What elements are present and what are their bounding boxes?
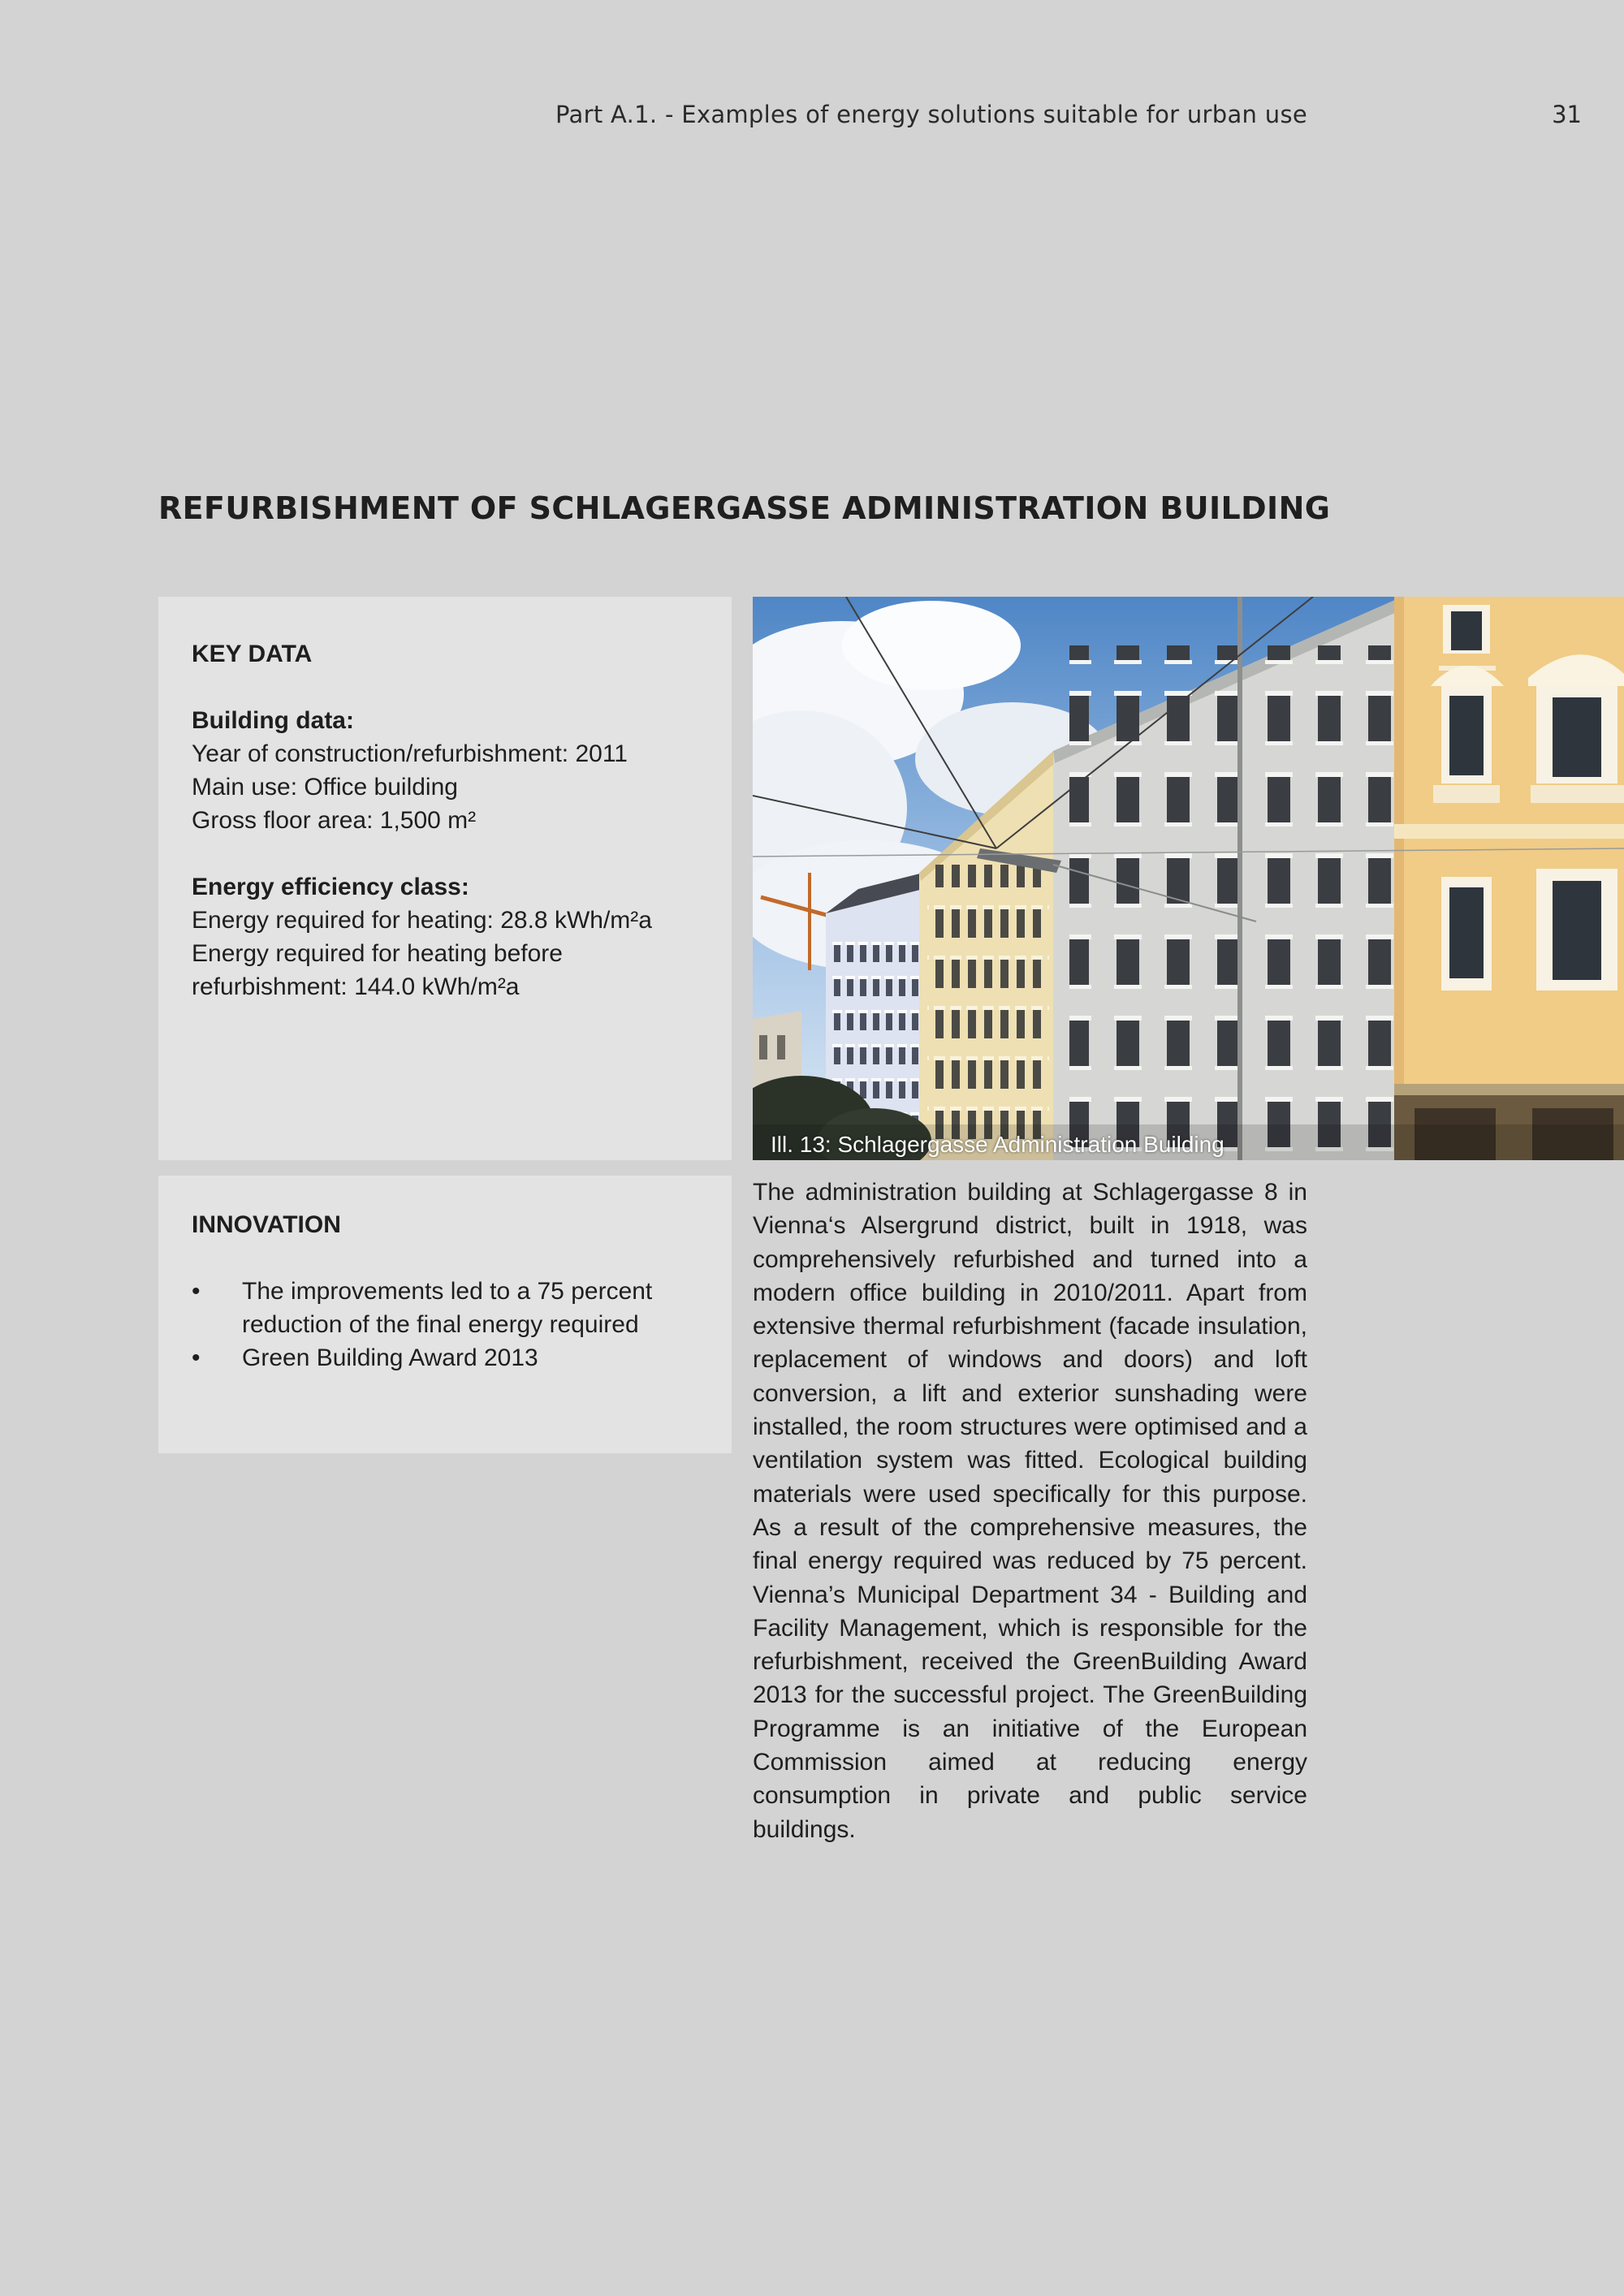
innovation-item	[192, 1341, 707, 1375]
body-paragraph: The administration building at Schlagergasse 8 in Vienna‘s Alsergrund district, built in 1918, was comprehensively refurbished and turned into a modern office building in 2010/2011. Apart from extensive thermal refurbishment (facade insulation, replacement of windows and doors) and loft conversion, a lift and exterior sunshading were installed, the room structures were optimised and a ventilation system was fitted. Ecological building materials were used specifically for this purpose. As a result of the comprehensive measures, the final energy required was reduced by 75 percent. Vienna’s Municipal Department 34 - Building and Facility Management, which is responsible for the refurbishment, received the GreenBuilding Award 2013 for the successful project. The GreenBuilding Programme is an initiative of the European Commission aimed at reducing energy consumption in private and public service buildings.	[753, 1179, 1307, 1843]
energy-efficiency-line: Energy required for heating before	[192, 940, 563, 967]
building-photo	[753, 597, 1624, 1160]
building-data-subheading: Building data:	[192, 707, 354, 734]
innovation-heading: INNOVATION	[192, 1211, 341, 1238]
innovation-item	[192, 1275, 707, 1341]
page-title: REFURBISHMENT OF SCHLAGERGASSE ADMINISTRATION BUILDING	[158, 490, 1331, 526]
building-data-line: Main use: Office building	[192, 774, 458, 801]
energy-efficiency-subheading: Energy efficiency class:	[192, 874, 469, 900]
building-photo-image	[753, 597, 1624, 1160]
key-data-panel	[158, 597, 732, 1160]
figure-caption: Ill. 13: Schlagergasse Administration Building	[771, 1132, 1224, 1157]
bullet-icon: •	[192, 1278, 201, 1305]
innovation-item-text: The improvements led to a 75 percent reduction of the final energy required	[242, 1278, 653, 1338]
innovation-item-text: Green Building Award 2013	[242, 1344, 538, 1371]
innovation-list	[192, 1275, 707, 1375]
bullet-icon: •	[192, 1344, 201, 1371]
building-data-line: Gross floor area: 1,500 m²	[192, 807, 477, 834]
running-header: Part A.1. - Examples of energy solutions suitable for urban use	[555, 101, 1307, 128]
building-data-group	[192, 704, 707, 837]
innovation-panel	[158, 1176, 732, 1453]
key-data-heading: KEY DATA	[192, 641, 313, 667]
page-number: 31	[1552, 101, 1582, 128]
energy-efficiency-group	[192, 870, 707, 1003]
energy-efficiency-line: Energy required for heating: 28.8 kWh/m²a	[192, 907, 652, 934]
energy-efficiency-line: refurbishment: 144.0 kWh/m²a	[192, 973, 520, 1000]
building-data-line: Year of construction/refurbishment: 2011	[192, 740, 628, 767]
